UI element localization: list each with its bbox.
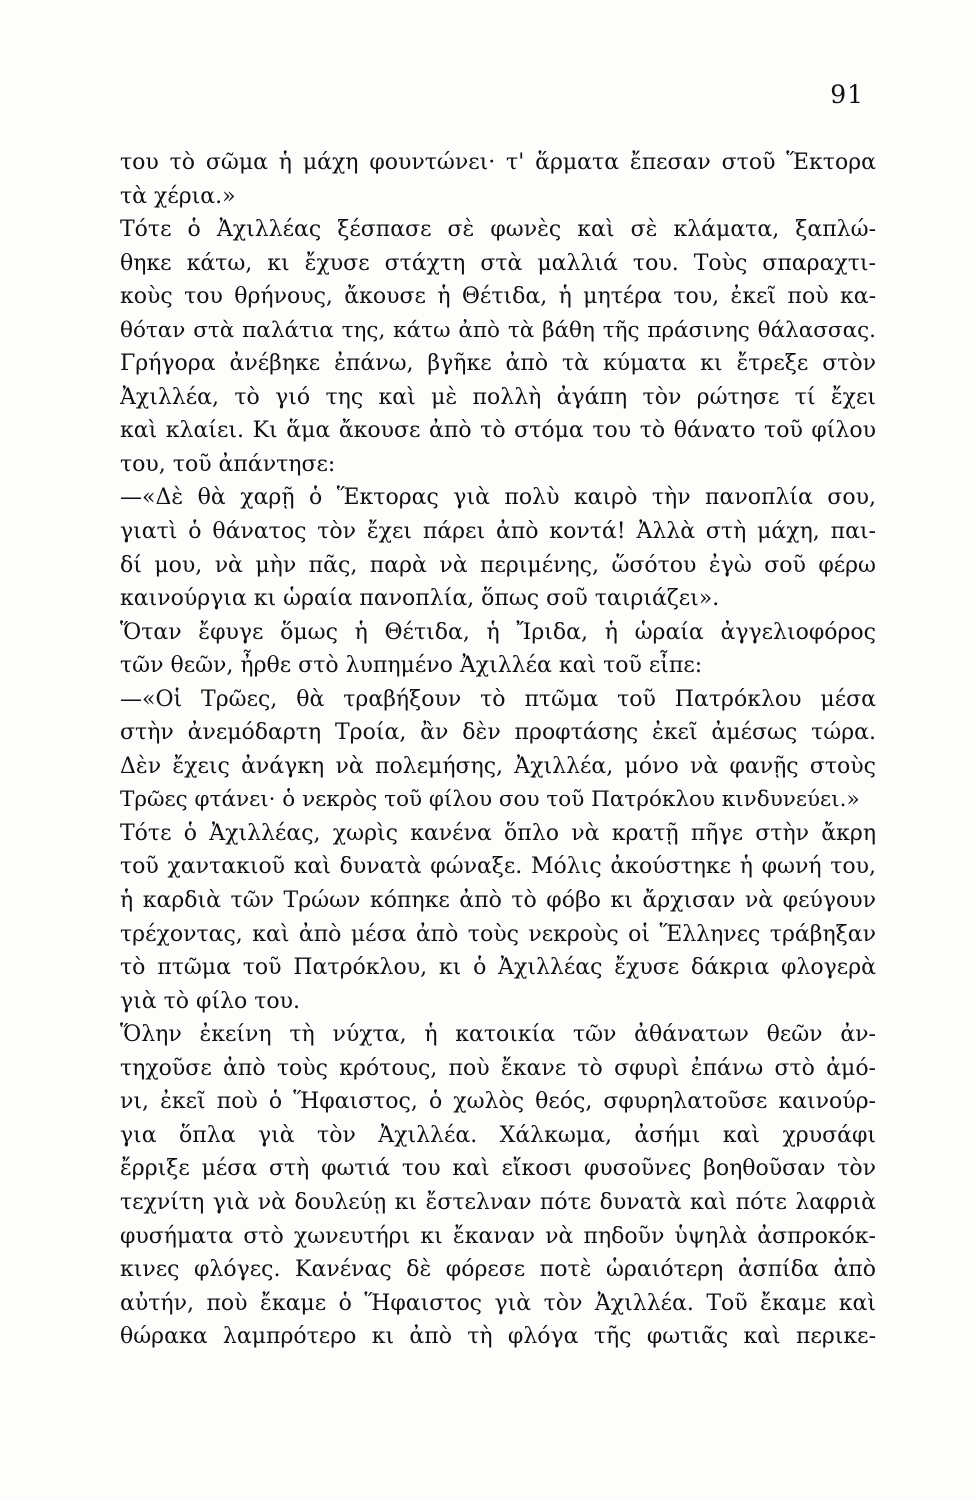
text-line: καὶ κλαίει. Κι ἅμα ἄκουσε ἀπὸ τὸ στόμα του τὸ θάνατο τοῦ φίλου [120,418,876,444]
text-line: τρέχοντας, καὶ ἀπὸ μέσα ἀπὸ τοὺς νεκροὺς οἱ Ἕλληνες τράβηξαν [120,921,876,947]
text-line: γιὰ τὸ φίλο του. [120,988,301,1014]
text-line: δί μου, νὰ μὴν πᾶς, παρὰ νὰ περιμένης, ὥσότου ἐγὼ σοῦ φέρω [120,552,876,578]
text-line: τηχοῦσε ἀπὸ τοὺς κρότους, ποὺ ἔκανε τὸ σφυρὶ ἐπάνω στὸ ἀμό- [120,1055,876,1081]
text-line: νι, ἐκεῖ ποὺ ὁ Ἥφαιστος, ὁ χωλὸς θεός, σφυρηλατοῦσε καινούρ- [120,1089,876,1115]
text-line: Τρῶες φτάνει· ὁ νεκρὸς τοῦ φίλου σου τοῦ Πατρόκλου κινδυνεύει.» [120,787,860,813]
text-line: γιατὶ ὁ θάνατος τὸν ἔχει πάρει ἀπὸ κοντά! Ἀλλὰ στὴ μάχη, παι- [120,519,876,545]
page-number: 91 [830,80,864,109]
text-line: του τὸ σῶμα ἡ μάχη φουντώνει· τ' ἅρματα ἔπεσαν στοῦ Ἕκτορα [120,150,876,175]
text-line: τὰ χέρια.» [120,183,236,209]
text-line: θώρακα λαμπρότερο κι ἀπὸ τὴ φλόγα τῆς φωτιᾶς καὶ περικε- [120,1324,876,1350]
text-line: για ὅπλα γιὰ τὸν Ἀχιλλέα. Χάλκωμα, ἀσήμι καὶ χρυσάφι [120,1122,876,1148]
text-line: φυσήματα στὸ χωνευτήρι κι ἔκαναν νὰ πηδοῦν ὑψηλὰ ἀσπροκόκ- [120,1223,876,1249]
text-line: κοὺς του θρήνους, ἄκουσε ἡ Θέτιδα, ἡ μητέρα του, ἐκεῖ ποὺ κα- [120,284,876,310]
text-line: καινούργια κι ὡραία πανοπλία, ὅπως σοῦ ταιριάζει». [120,586,720,612]
text-line: στὴν ἀνεμόδαρτη Τροία, ἂν δὲν προφτάσης ἐκεῖ ἀμέσως τώρα. [120,720,876,746]
text-line: τοῦ χαντακιοῦ καὶ δυνατὰ φώναξε. Μόλις ἀκούστηκε ἡ φωνή του, [120,854,876,880]
text-line: τῶν θεῶν, ἦρθε στὸ λυπημένο Ἀχιλλέα καὶ τοῦ εἶπε: [120,653,703,679]
text-line: αὐτήν, ποὺ ἔκαμε ὁ Ἥφαιστος γιὰ τὸν Ἀχιλλέα. Τοῦ ἔκαμε καὶ [120,1290,876,1316]
text-line: —«Οἱ Τρῶες, θὰ τραβήξουν τὸ πτῶμα τοῦ Πατρόκλου μέσα [120,686,876,712]
text-line: του, τοῦ ἀπάντησε: [120,451,336,477]
text-line: —«Δὲ θὰ χαρῇ ὁ Ἕκτορας γιὰ πολὺ καιρὸ τὴν πανοπλία σου, [120,485,876,511]
text-line: Τότε ὁ Ἀχιλλέας, χωρὶς κανένα ὅπλο νὰ κρατῇ πῆγε στὴν ἄκρη [120,820,876,846]
text-line: Ὅταν ἔφυγε ὅμως ἡ Θέτιδα, ἡ Ἴριδα, ἡ ὡραία ἀγγελιοφόρος [120,619,876,645]
text-line: κινες φλόγες. Κανένας δὲ φόρεσε ποτὲ ὡραιότερη ἀσπίδα ἀπὸ [120,1257,876,1283]
text-line: τὸ πτῶμα τοῦ Πατρόκλου, κι ὁ Ἀχιλλέας ἔχυσε δάκρια φλογερὰ [120,955,876,981]
text-line: Ἀχιλλέα, τὸ γιό της καὶ μὲ πολλὴ ἀγάπη τὸν ρώτησε τί ἔχει [120,384,876,410]
text-line: ἡ καρδιὰ τῶν Τρώων κόπηκε ἀπὸ τὸ φόβο κι ἄρχισαν νὰ φεύγουν [120,888,876,914]
text-line: τεχνίτη γιὰ νὰ δουλεύῃ κι ἔστελναν πότε δυνατὰ καὶ πότε λαφριὰ [120,1189,876,1215]
text-line: ἔρριξε μέσα στὴ φωτιά του καὶ εἴκοσι φυσοῦνες βοηθοῦσαν τὸν [120,1156,876,1182]
text-line: Γρήγορα ἀνέβηκε ἐπάνω, βγῆκε ἀπὸ τὰ κύματα κι ἔτρεξε στὸν [120,351,876,377]
text-line: θηκε κάτω, κι ἔχυσε στάχτη στὰ μαλλιά του. Τοὺς σπαραχτι- [120,250,876,276]
text-line: Τότε ὁ Ἀχιλλέας ξέσπασε σὲ φωνὲς καὶ σὲ κλάματα, ξαπλώ- [120,217,876,243]
text-line: θόταν στὰ παλάτια της, κάτω ἀπὸ τὰ βάθη τῆς πράσινης θάλασσας. [120,317,876,343]
text-line: Δὲν ἔχεις ἀνάγκη νὰ πολεμήσης, Ἀχιλλέα, μόνο νὰ φανῇς στοὺς [120,753,876,779]
body-text [120,146,876,1354]
text-line: Ὅλην ἐκείνη τὴ νύχτα, ἡ κατοικία τῶν ἀθάνατων θεῶν ἀν- [120,1022,876,1048]
